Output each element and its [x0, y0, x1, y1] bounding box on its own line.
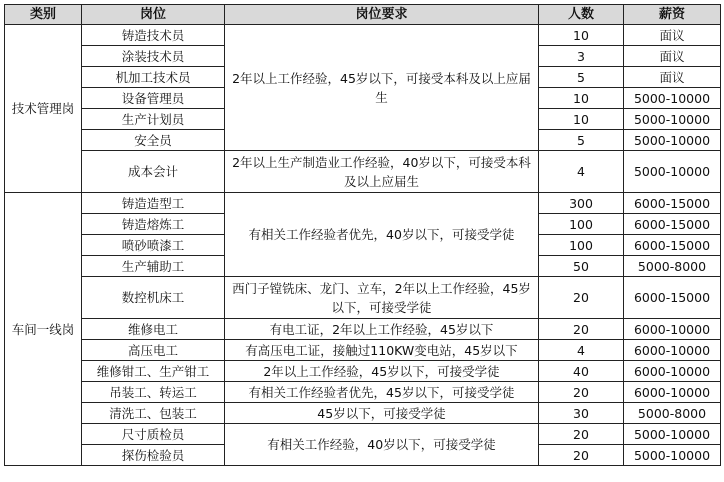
count-cell: 20	[539, 445, 624, 466]
position-cell: 生产计划员	[82, 109, 225, 130]
requirement-cell: 2年以上工作经验，45岁以下，可接受本科及以上应届生	[225, 25, 539, 151]
salary-cell: 5000-10000	[624, 151, 721, 193]
table-row	[5, 193, 721, 214]
category-cell: 技术管理岗	[5, 25, 82, 193]
requirement-cell: 45岁以下，可接受学徒	[225, 403, 539, 424]
count-cell: 100	[539, 235, 624, 256]
count-cell: 30	[539, 403, 624, 424]
count-cell: 20	[539, 382, 624, 403]
position-cell: 铸造技术员	[82, 25, 225, 46]
position-cell: 铸造造型工	[82, 193, 225, 214]
count-cell: 20	[539, 424, 624, 445]
position-cell: 安全员	[82, 130, 225, 151]
salary-cell: 面议	[624, 67, 721, 88]
position-cell: 数控机床工	[82, 277, 225, 319]
count-cell: 4	[539, 151, 624, 193]
salary-cell: 6000-15000	[624, 193, 721, 214]
header-requirement: 岗位要求	[225, 5, 539, 25]
requirement-cell: 2年以上工作经验，45岁以下，可接受学徒	[225, 361, 539, 382]
count-cell: 4	[539, 340, 624, 361]
position-cell: 清洗工、包装工	[82, 403, 225, 424]
count-cell: 20	[539, 319, 624, 340]
salary-cell: 5000-8000	[624, 256, 721, 277]
salary-cell: 6000-10000	[624, 319, 721, 340]
requirement-cell: 2年以上生产制造业工作经验，40岁以下，可接受本科及以上应届生	[225, 151, 539, 193]
position-cell: 设备管理员	[82, 88, 225, 109]
count-cell: 100	[539, 214, 624, 235]
table-row	[5, 361, 721, 382]
header-salary: 薪资	[624, 5, 721, 25]
position-cell: 机加工技术员	[82, 67, 225, 88]
salary-cell: 5000-8000	[624, 403, 721, 424]
table-row	[5, 424, 721, 445]
salary-cell: 6000-15000	[624, 214, 721, 235]
table-row	[5, 25, 721, 46]
header-row	[5, 5, 721, 25]
count-cell: 10	[539, 109, 624, 130]
position-cell: 吊装工、转运工	[82, 382, 225, 403]
salary-cell: 5000-10000	[624, 424, 721, 445]
count-cell: 40	[539, 361, 624, 382]
position-cell: 铸造熔炼工	[82, 214, 225, 235]
header-count: 人数	[539, 5, 624, 25]
salary-cell: 6000-10000	[624, 340, 721, 361]
salary-cell: 5000-10000	[624, 445, 721, 466]
count-cell: 10	[539, 88, 624, 109]
count-cell: 5	[539, 130, 624, 151]
position-cell: 探伤检验员	[82, 445, 225, 466]
requirement-cell: 有相关工作经验，40岁以下，可接受学徒	[225, 424, 539, 466]
header-category: 类别	[5, 5, 82, 25]
salary-cell: 5000-10000	[624, 109, 721, 130]
salary-cell: 6000-15000	[624, 277, 721, 319]
count-cell: 50	[539, 256, 624, 277]
requirement-cell: 有相关工作经验者优先，40岁以下，可接受学徒	[225, 193, 539, 277]
count-cell: 300	[539, 193, 624, 214]
position-cell: 生产辅助工	[82, 256, 225, 277]
position-cell: 维修电工	[82, 319, 225, 340]
position-cell: 高压电工	[82, 340, 225, 361]
position-cell: 成本会计	[82, 151, 225, 193]
table-row	[5, 403, 721, 424]
table-row	[5, 319, 721, 340]
table-row	[5, 340, 721, 361]
salary-cell: 5000-10000	[624, 130, 721, 151]
table-row	[5, 277, 721, 319]
count-cell: 10	[539, 25, 624, 46]
header-position: 岗位	[82, 5, 225, 25]
position-cell: 维修钳工、生产钳工	[82, 361, 225, 382]
requirement-cell: 有高压电工证，接触过110KW变电站，45岁以下	[225, 340, 539, 361]
position-cell: 尺寸质检员	[82, 424, 225, 445]
salary-cell: 6000-10000	[624, 361, 721, 382]
table-row	[5, 151, 721, 193]
recruitment-table	[4, 4, 721, 466]
salary-cell: 面议	[624, 46, 721, 67]
requirement-cell: 西门子镗铣床、龙门、立车，2年以上工作经验，45岁以下，可接受学徒	[225, 277, 539, 319]
count-cell: 3	[539, 46, 624, 67]
salary-cell: 面议	[624, 25, 721, 46]
requirement-cell: 有电工证，2年以上工作经验，45岁以下	[225, 319, 539, 340]
position-cell: 喷砂喷漆工	[82, 235, 225, 256]
position-cell: 涂装技术员	[82, 46, 225, 67]
salary-cell: 5000-10000	[624, 88, 721, 109]
count-cell: 5	[539, 67, 624, 88]
category-cell: 车间一线岗	[5, 193, 82, 466]
requirement-cell: 有相关工作经验者优先，45岁以下，可接受学徒	[225, 382, 539, 403]
salary-cell: 6000-10000	[624, 382, 721, 403]
table-row	[5, 382, 721, 403]
salary-cell: 6000-15000	[624, 235, 721, 256]
count-cell: 20	[539, 277, 624, 319]
